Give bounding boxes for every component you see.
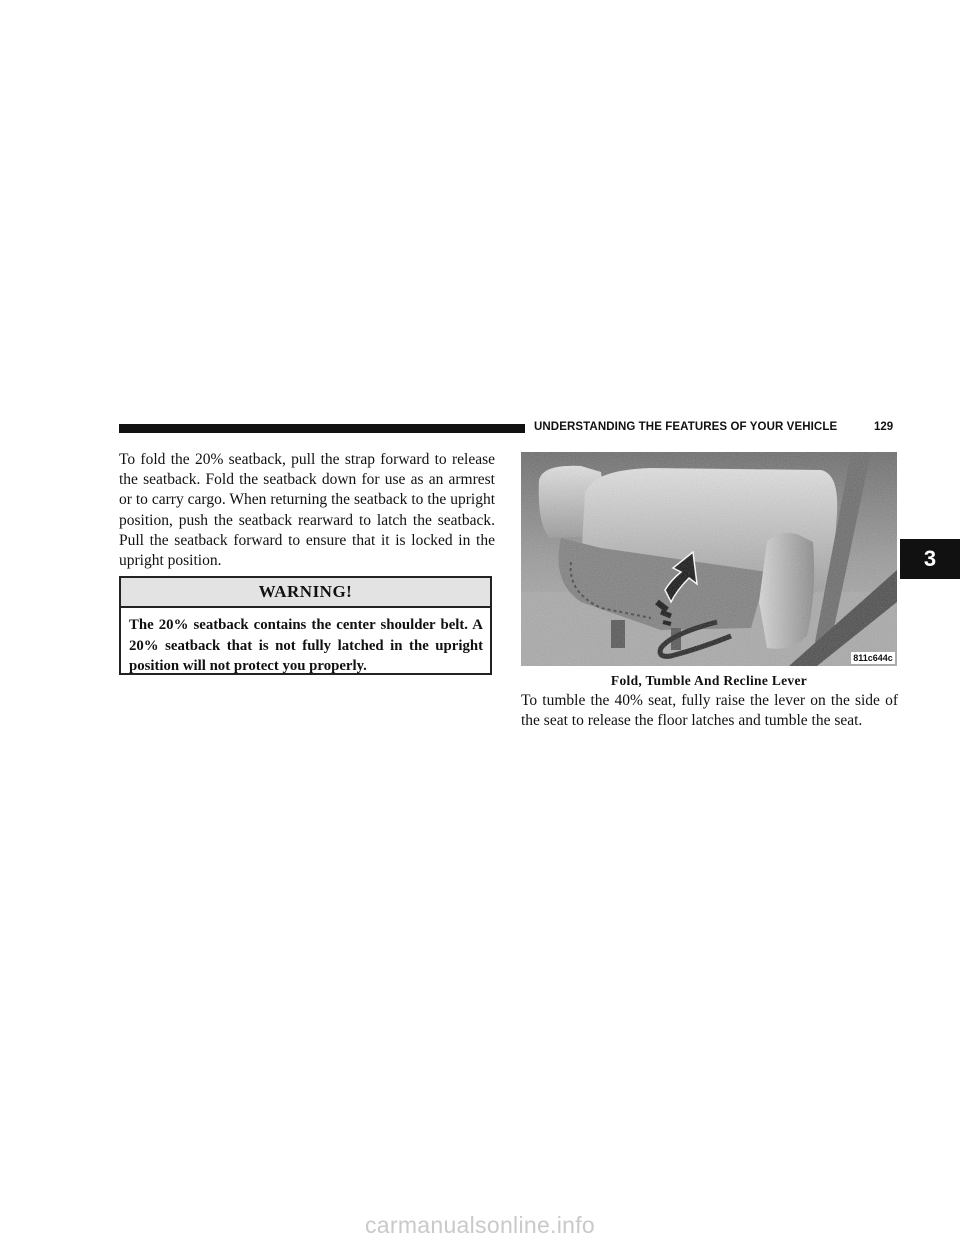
warning-box	[119, 576, 492, 675]
header-rule	[119, 424, 525, 433]
section-tab: 3	[900, 539, 960, 579]
figure-caption: Fold, Tumble And Recline Lever	[610, 673, 808, 688]
watermark-text: carmanualsonline.info	[364, 1212, 596, 1238]
seat-lever-photo	[521, 452, 897, 666]
page-number: 129	[874, 421, 894, 433]
figure-code: 811c644c	[853, 653, 893, 663]
body-paragraph-tumble-seat: To tumble the 40% seat, fully raise the lever on the side of the seat to release the floor latches and tumble the seat.	[521, 692, 898, 730]
body-paragraph-fold-seatback: To fold the 20% seatback, pull the strap forward to release the seatback. Fold the seatback down for use as an armrest or to carry cargo. When returning the seatback to the upright position, push the seatback rearward to latch the seatback. Pull the seatback forward to ensure that it is locked in the upright position.	[119, 451, 495, 570]
warning-title: WARNING!	[121, 578, 490, 608]
running-header-title: UNDERSTANDING THE FEATURES OF YOUR VEHICLE	[534, 421, 838, 433]
warning-text: The 20% seatback contains the center shoulder belt. A 20% seatback that is not fully latched in the upright position will not protect you properly.	[129, 617, 483, 674]
